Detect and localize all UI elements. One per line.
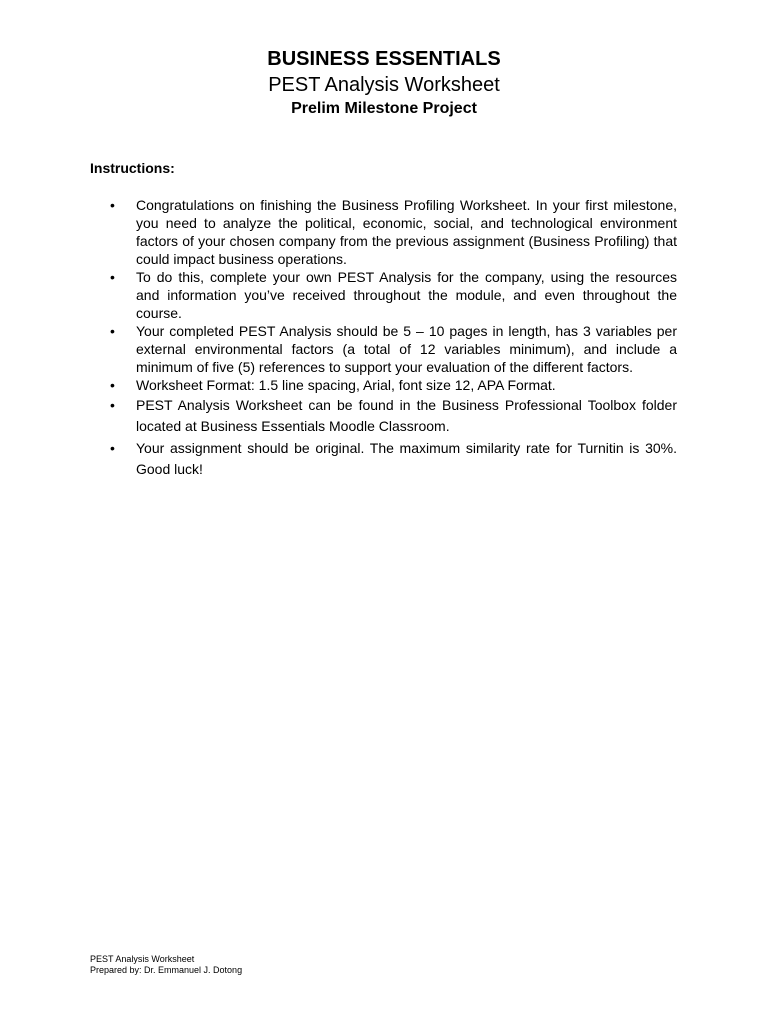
list-item — [90, 268, 677, 322]
list-item — [90, 196, 677, 268]
footer-document-name: PEST Analysis Worksheet — [90, 954, 195, 964]
document-title: BUSINESS ESSENTIALS — [267, 48, 501, 70]
bullet-icon: • — [110, 323, 115, 339]
instruction-list — [90, 196, 677, 480]
bullet-icon: • — [110, 440, 115, 456]
list-item — [90, 438, 677, 480]
document-subtitle: PEST Analysis Worksheet — [268, 74, 500, 96]
bullet-icon: • — [110, 397, 115, 413]
instruction-text: Your assignment should be original. The maximum similarity rate for Turnitin is 30%. Good luck! — [136, 440, 677, 477]
list-item — [90, 322, 677, 376]
instruction-text: PEST Analysis Worksheet can be found in the Business Professional Toolbox folder located at Business Essentials Moodle Classroom. — [136, 397, 677, 434]
footer-author: Prepared by: Dr. Emmanuel J. Dotong — [90, 965, 243, 975]
document-header — [0, 46, 768, 120]
instruction-text: Congratulations on finishing the Business Profiling Worksheet. In your first milestone, you need to analyze the political, economic, social, and technological environment factors of your chosen company from the previous assignment (Business Profiling) that could impact business operations. — [136, 197, 677, 267]
instruction-text: Your completed PEST Analysis should be 5 – 10 pages in length, has 3 variables per external environmental factors (a total of 12 variables minimum), and include a minimum of five (5) references to support your evaluation of the different factors. — [136, 323, 677, 375]
instruction-text: To do this, complete your own PEST Analysis for the company, using the resources and information you’ve received throughout the module, and even throughout the course. — [136, 269, 677, 321]
bullet-icon: • — [110, 377, 115, 393]
instruction-text: Worksheet Format: 1.5 line spacing, Arial, font size 12, APA Format. — [136, 377, 556, 393]
project-name: Prelim Milestone Project — [291, 100, 477, 117]
bullet-icon: • — [110, 197, 115, 213]
bullet-icon: • — [110, 269, 115, 285]
list-item — [90, 395, 677, 437]
list-item — [90, 376, 677, 394]
page-footer — [90, 954, 242, 976]
instructions-heading: Instructions: — [90, 160, 175, 176]
